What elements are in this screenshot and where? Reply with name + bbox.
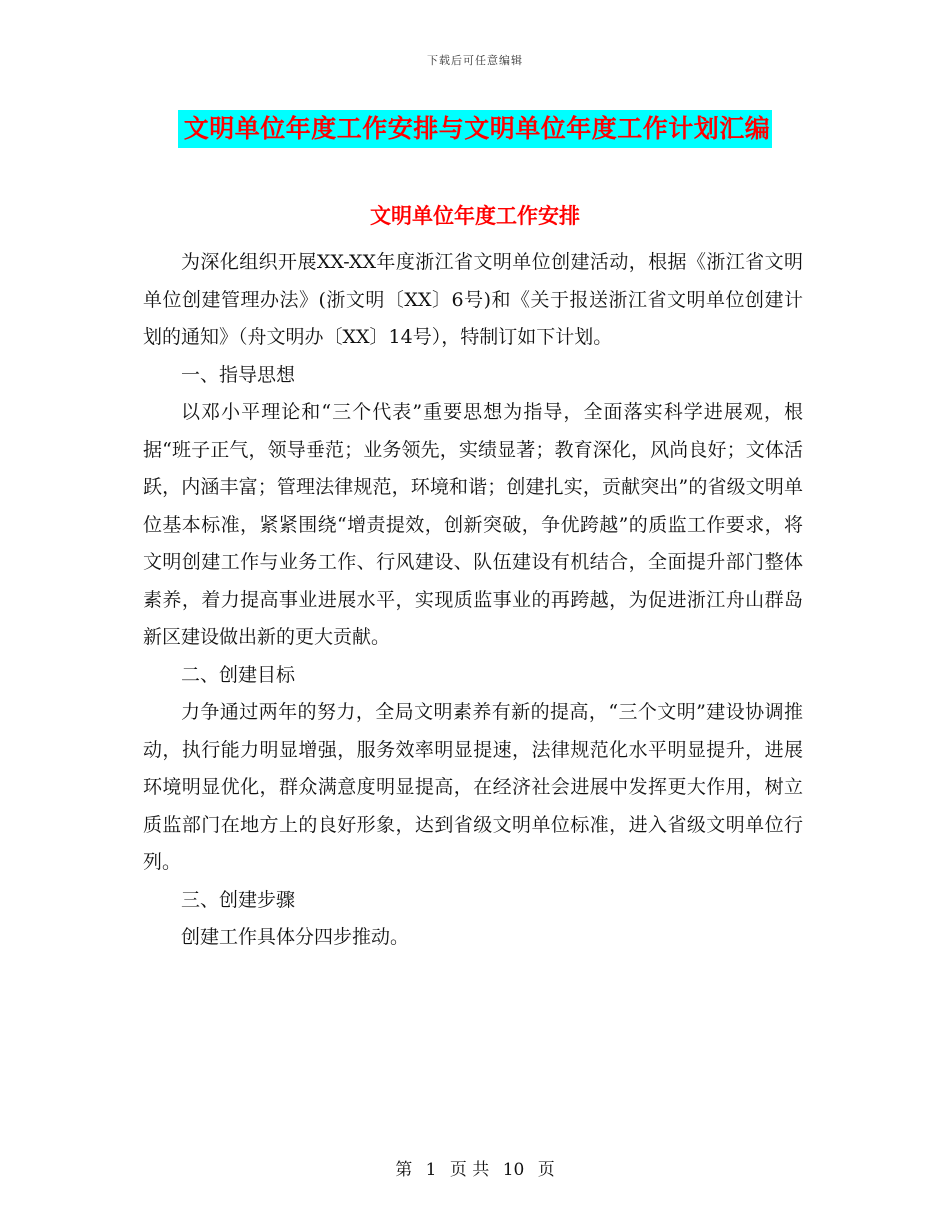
- footer-suffix: 页: [537, 1160, 555, 1180]
- heading-guiding-thought: 一、指导思想: [181, 363, 296, 386]
- document-body: [143, 244, 803, 957]
- creation-steps-paragraph: 创建工作具体分四步推动。: [181, 926, 410, 948]
- heading-creation-steps: 三、创建步骤: [181, 888, 296, 911]
- section-title: 文明单位年度工作安排: [370, 204, 580, 228]
- footer-middle: 页 共: [449, 1160, 490, 1180]
- guiding-thought-paragraph: 以邓小平理论和“三个代表”重要思想为指导，全面落实科学进展观，根据“班子正气，领导垂范；业务领先，实绩显著；教育深化，风尚良好；文体活跃，内涵丰富；管理法律规范，环境和谐；创建扎实，贡献突出”的省级文明单位基本标准，紧紧围绕“增责提效，创新突破，争优跨越”的质监工作要求，将文明创建工作与业务工作、行风建设、队伍建设有机结合，全面提升部门整体素养，着力提高事业进展水平，实现质监事业的再跨越，为促进浙江舟山群岛新区建设做出新的更大贡献。: [143, 401, 803, 648]
- heading-creation-goal: 二、创建目标: [181, 663, 296, 686]
- header-note: 下载后可任意编辑: [427, 54, 523, 67]
- intro-paragraph: 为深化组织开展XX-XX年度浙江省文明单位创建活动，根据《浙江省文明单位创建管理办法》(浙文明〔XX〕6号)和《关于报送浙江省文明单位创建计划的通知》（舟文明办〔XX〕14号），特制订如下计划。: [143, 251, 803, 348]
- page-total: 10: [502, 1160, 525, 1180]
- main-title: 文明单位年度工作安排与文明单位年度工作计划汇编: [178, 110, 773, 148]
- page-number: 1: [425, 1160, 437, 1180]
- main-title-container: [0, 110, 950, 148]
- page-footer: [0, 1155, 950, 1180]
- footer-prefix: 第: [395, 1160, 413, 1180]
- creation-goal-paragraph: 力争通过两年的努力，全局文明素养有新的提高，“三个文明”建设协调推动，执行能力明显增强，服务效率明显提速，法律规范化水平明显提升，进展环境明显优化，群众满意度明显提高，在经济社会进展中发挥更大作用，树立质监部门在地方上的良好形象，达到省级文明单位标准，进入省级文明单位行列。: [143, 701, 803, 873]
